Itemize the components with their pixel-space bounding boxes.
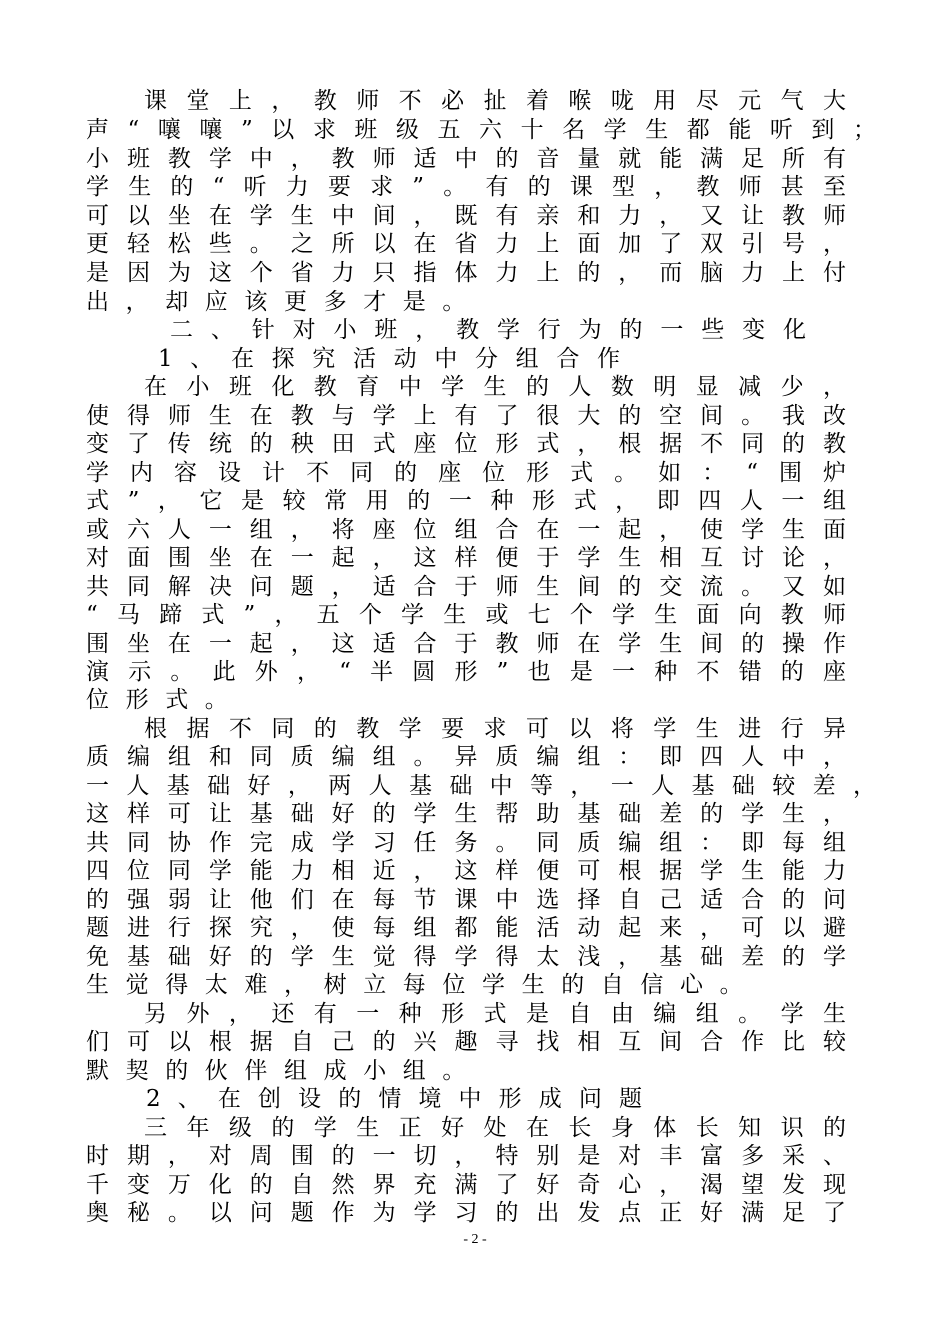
text-line: “马蹄式”，五个学生或七个学生面向教师 [86, 602, 846, 628]
text-line: 小班教学中，教师适中的音量就能满足所有 [86, 146, 846, 172]
section-heading: 二、针对小班，教学行为的一些变化 [170, 317, 806, 343]
text-line: 声“嚷嚷”以求班级五六十名学生都能听到； [86, 117, 876, 143]
text-line: 更轻松些。之所以在省力上面加了双引号， [86, 231, 846, 257]
text-line: 共同协作完成学习任务。同质编组：即每组 [86, 830, 846, 856]
text-line: 的强弱让他们在每节课中选择自己适合的问 [86, 887, 846, 913]
text-line: 是因为这个省力只指体力上的，而脑力上付 [86, 260, 846, 286]
text-line: 三年级的学生正好处在长身体长知识的 [144, 1115, 846, 1141]
text-line: 出，却应该更多才是。 [86, 289, 482, 315]
text-line: 另外，还有一种形式是自由编组。学生 [144, 1001, 846, 1027]
text-line: 根据不同的教学要求可以将学生进行异 [144, 716, 846, 742]
text-line: 免基础好的学生觉得学得太浅，基础差的学 [86, 944, 846, 970]
text-line: 学生的“听力要求”。有的课型，教师甚至 [86, 174, 846, 200]
subsection-heading: 1、在探究活动中分组合作 [158, 346, 620, 372]
text-line: 可以坐在学生中间，既有亲和力，又让教师 [86, 203, 846, 229]
text-line: 质编组和同质编组。异质编组：即四人中， [86, 744, 846, 770]
text-line: 课堂上，教师不必扯着喉咙用尽元气大 [144, 88, 846, 114]
text-line: 共同解决问题，适合于师生间的交流。又如 [86, 574, 846, 600]
text-line: 四位同学能力相近，这样便可根据学生能力 [86, 858, 846, 884]
text-line: 围坐在一起，这适合于教师在学生间的操作 [86, 631, 846, 657]
page-number: - 2 - [463, 1232, 487, 1247]
text-line: 位形式。 [86, 687, 245, 713]
text-line: 千变万化的自然界充满了好奇心，渴望发现 [86, 1172, 846, 1198]
text-line: 时期，对周围的一切，特别是对丰富多采、 [86, 1143, 846, 1169]
text-line: 默契的伙伴组成小组。 [86, 1058, 482, 1084]
text-line: 生觉得太难，树立每位学生的自信心。 [86, 972, 760, 998]
text-line: 或六人一组，将座位组合在一起，使学生面 [86, 517, 846, 543]
text-line: 一人基础好，两人基础中等，一人基础较差， [86, 773, 876, 799]
text-line: 题进行探究，使每组都能活动起来，可以避 [86, 915, 846, 941]
text-line: 们可以根据自己的兴趣寻找相互间合作比较 [86, 1029, 846, 1055]
text-line: 对面围坐在一起，这样便于学生相互讨论， [86, 545, 846, 571]
subsection-heading: 2、在创设的情境中形成问题 [146, 1086, 642, 1112]
text-line: 学内容设计不同的座位形式。如：“围炉 [86, 460, 846, 486]
text-line: 变了传统的秧田式座位形式，根据不同的教 [86, 431, 846, 457]
text-line: 演示。此外，“半圆形”也是一种不错的座 [86, 659, 846, 685]
text-line: 式”，它是较常用的一种形式，即四人一组 [86, 488, 846, 514]
text-line: 奥秘。以问题作为学习的出发点正好满足了 [86, 1200, 846, 1226]
text-line: 在小班化教育中学生的人数明显减少， [144, 374, 846, 400]
text-line: 这样可让基础好的学生帮助基础差的学生， [86, 801, 846, 827]
text-line: 使得师生在教与学上有了很大的空间。我改 [86, 403, 846, 429]
